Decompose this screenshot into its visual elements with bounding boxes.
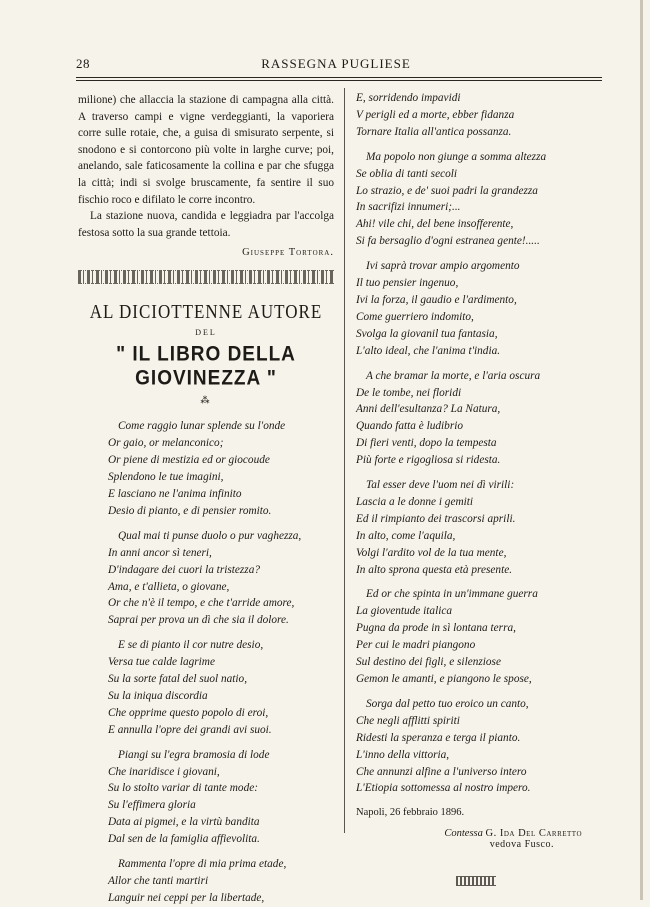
author-title: Contessa xyxy=(444,828,483,840)
verse-line: Qual mai ti punse duolo o pur vaghezza, xyxy=(118,529,302,542)
verse-line: Tal esser deve l'uom nei dì virili: xyxy=(366,479,515,492)
verse-line: Su l'effimera gloria xyxy=(108,799,196,812)
verse-line: Dal sen de la famiglia affievolita. xyxy=(108,833,260,846)
header-rule xyxy=(76,77,602,78)
running-header xyxy=(76,56,596,76)
verse-line: Ivi la forza, il gaudio e l'ardimento, xyxy=(356,293,517,306)
article-signature: Giuseppe Tortora. xyxy=(242,247,334,259)
verse-line: Tornare Italia all'antica possanza. xyxy=(356,125,512,138)
author-name: G. Ida Del Carretto xyxy=(485,828,582,840)
verse-line: Ridesti la speranza e terga il pianto. xyxy=(356,731,521,744)
stanza xyxy=(108,747,334,848)
verse-line: Quando fatta è ludibrio xyxy=(356,420,464,433)
right-column xyxy=(356,90,596,886)
stanza xyxy=(356,258,596,359)
poem-book-title: " IL LIBRO DELLA GIOVINEZZA " xyxy=(116,343,296,391)
stanza xyxy=(356,90,596,141)
verse-line: V perigli ed a morte, ebber fidanza xyxy=(356,108,515,121)
poem-right xyxy=(356,90,596,797)
verse-line: In anni ancor sì teneri, xyxy=(108,546,212,559)
verse-line: Di fieri venti, dopo la tempesta xyxy=(356,437,497,450)
verse-line: Come raggio lunar splende su l'onde xyxy=(118,420,286,433)
verse-line: Che opprime questo popolo di eroi, xyxy=(108,706,269,719)
left-column xyxy=(78,92,334,907)
verse-line: Come guerriero indomito, xyxy=(356,310,474,323)
stanza xyxy=(356,368,596,469)
verse-line: L'inno della vittoria, xyxy=(356,748,450,761)
author-note: vedova Fusco. xyxy=(489,839,554,851)
poem-left xyxy=(78,418,334,906)
verse-line: Sul destino dei figli, e silenziose xyxy=(356,656,501,669)
verse-line: Su lo stolto variar di tante mode: xyxy=(108,782,258,795)
verse-line: De le tombe, nei floridi xyxy=(356,386,462,399)
running-title: RASSEGNA PUGLIESE xyxy=(261,56,411,71)
verse-line: L'Etiopia sottomessa al nostro impero. xyxy=(356,782,531,795)
verse-line: Splendono le tue imagini, xyxy=(108,471,224,484)
verse-line: E se di pianto il cor nutre desio, xyxy=(118,639,264,652)
header-rule-thin xyxy=(76,80,602,81)
verse-line: Or che n'è il tempo, e che t'arride amore, xyxy=(108,597,295,610)
stanza xyxy=(356,586,596,687)
verse-line: Che annunzi alfine a l'universo intero xyxy=(356,765,527,778)
verse-line: In alto, come l'aquila, xyxy=(356,529,456,542)
poem-title-connector: DEL xyxy=(195,328,217,338)
page-edge xyxy=(640,0,643,900)
stanza xyxy=(356,149,596,250)
verse-line: Saprai per prova un dì che sia il dolore. xyxy=(108,614,289,627)
verse-line: Data ai pigmei, e la virtù bandita xyxy=(108,816,260,829)
prose-paragraph-2: La stazione nuova, candida e leggiadra par l'accolga festosa sotto la sua grande tettoia. xyxy=(78,210,334,239)
verse-line: Piangi su l'egra bramosia di lode xyxy=(118,748,270,761)
verse-line: D'indagare dei cuori la tristezza? xyxy=(108,563,260,576)
stanza xyxy=(108,637,334,738)
end-ornament xyxy=(456,876,496,886)
stanza xyxy=(356,696,596,797)
stanza xyxy=(108,418,334,519)
verse-line: L'alto ideal, che l'anima t'india. xyxy=(356,344,501,357)
small-ornament: ⁂ xyxy=(200,395,212,406)
poem-dateline: Napoli, 26 febbraio 1896. xyxy=(356,807,465,819)
verse-line: A che bramar la morte, e l'aria oscura xyxy=(366,369,541,382)
verse-line: Anni dell'esultanza? La Natura, xyxy=(356,403,501,416)
verse-line: Lascia a le donne i gemiti xyxy=(356,495,474,508)
verse-line: Rammenta l'opre di mia prima etade, xyxy=(118,858,287,871)
verse-line: Sorga dal petto tuo eroico un canto, xyxy=(366,697,529,710)
column-divider xyxy=(344,88,345,833)
verse-line: Più forte e rigogliosa si ridesta. xyxy=(356,454,501,467)
verse-line: Lo strazio, e de' suoi padri la grandezza xyxy=(356,184,538,197)
verse-line: Ed il rimpianto dei trascorsi aprili. xyxy=(356,512,516,525)
stanza xyxy=(356,477,596,578)
verse-line: E, sorridendo impavidi xyxy=(356,92,461,104)
verse-line: Pugna da prode in sì lontana terra, xyxy=(356,622,516,635)
verse-line: Il tuo pensier ingenuo, xyxy=(356,277,459,290)
verse-line: Se oblia di tanti secoli xyxy=(356,167,458,180)
stanza xyxy=(108,528,334,629)
page-number: 28 xyxy=(76,56,90,71)
poem-title: AL DICIOTTENNE AUTORE xyxy=(89,300,323,323)
verse-line: Ama, e t'allieta, o giovane, xyxy=(108,580,230,593)
verse-line: Ma popolo non giunge a somma altezza xyxy=(366,150,547,163)
verse-line: In sacrifizi innumeri;... xyxy=(356,201,461,214)
verse-line: Versa tue calde lagrime xyxy=(108,656,215,669)
verse-line: Ahi! vile chi, del bene insofferente, xyxy=(356,218,514,231)
verse-line: Svolga la giovanil tua fantasia, xyxy=(356,327,498,340)
ornamental-divider xyxy=(78,270,334,284)
verse-line: Ed or che spinta in un'immane guerra xyxy=(366,588,538,601)
verse-line: Volgi l'ardito vol de la tua mente, xyxy=(356,546,507,559)
stanza xyxy=(108,856,334,907)
prose-paragraph-1: milione) che allaccia la stazione di campagna alla città. A traverso campi e vigne verdeggianti, la vaporiera corre sulle rotaie, che, a guisa di smisurato serpente, si snodono e si contorcono più volte in larghe curve; poi, anelando, sale faticosamente la collina e par che sfugga la città; indi si svolge bruscamente, fa sentire il suo fischio roco e difilato le corre incontro. xyxy=(78,94,334,206)
verse-line: Or piene di mestizia ed or giocoude xyxy=(108,454,270,467)
verse-line: In alto sprona questa età presente. xyxy=(356,563,513,576)
verse-line: Per cui le madri piangono xyxy=(356,639,476,652)
verse-line: Gemon le amanti, e piangono le spose, xyxy=(356,673,532,685)
verse-line: Si fa bersaglio d'ogni estranea gente!..... xyxy=(356,235,540,248)
verse-line: Che negli afflitti spiriti xyxy=(356,714,460,727)
verse-line: Su la iniqua discordia xyxy=(108,689,208,702)
poem-author xyxy=(356,828,596,839)
verse-line: Su la sorte fatal del suol natio, xyxy=(108,673,248,686)
verse-line: Desio di pianto, e di pensier romito. xyxy=(108,504,272,517)
verse-line: Che inaridisce i giovani, xyxy=(108,765,220,778)
verse-line: Ivi saprà trovar ampio argomento xyxy=(366,260,520,273)
verse-line: E annulla l'opre dei grandi avi suoi. xyxy=(108,723,272,736)
article-prose xyxy=(78,92,334,241)
verse-line: Languir nei ceppi per la libertade, xyxy=(108,891,265,904)
verse-line: Allor che tanti martiri xyxy=(108,875,209,887)
verse-line: E lasciano ne l'anima infinito xyxy=(108,487,242,500)
verse-line: Or gaio, or melanconico; xyxy=(108,437,224,450)
verse-line: La gioventude italica xyxy=(356,605,453,618)
